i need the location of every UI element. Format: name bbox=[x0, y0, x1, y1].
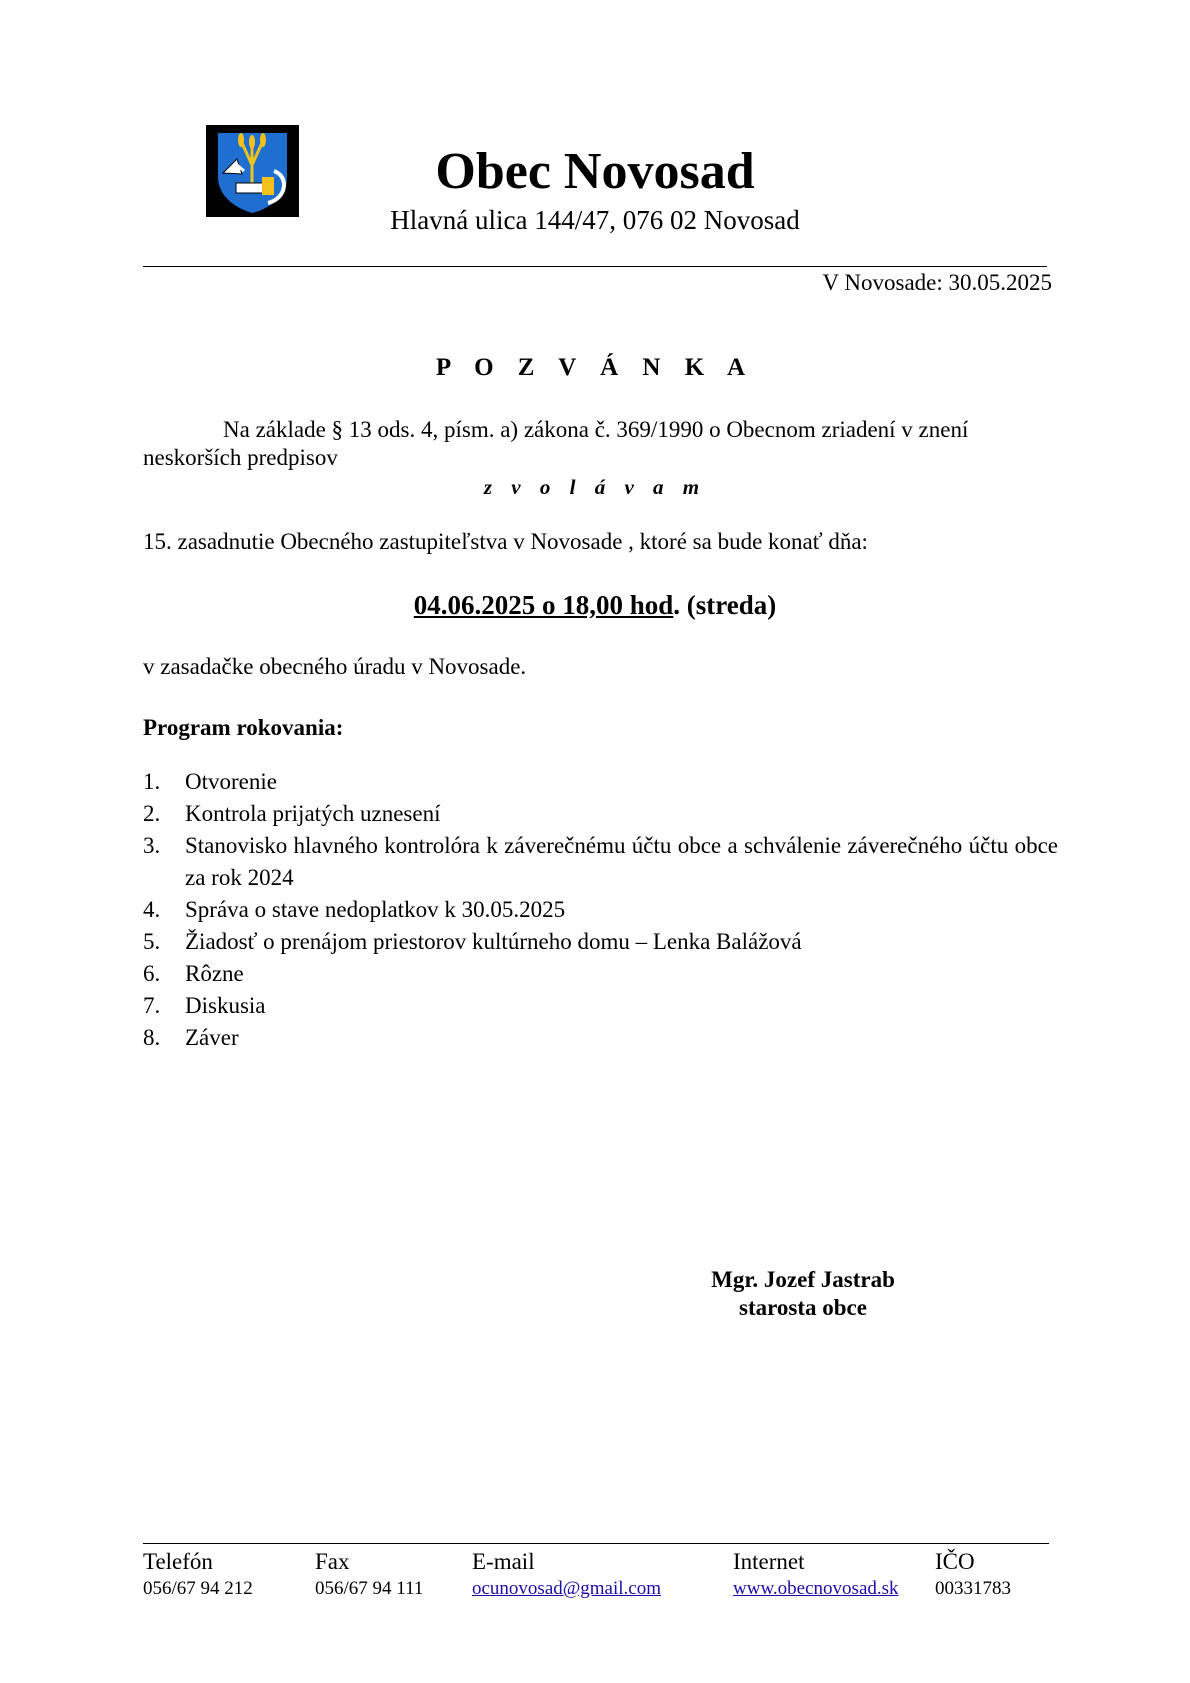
agenda-item-text: Záver bbox=[185, 1025, 239, 1050]
agenda-item bbox=[143, 926, 1058, 958]
footer-internet-label: Internet bbox=[733, 1549, 805, 1574]
agenda-item-text: Stanovisko hlavného kontrolóra k záverečnému účtu obce a schválenie záverečného účtu obce za rok 2024 bbox=[185, 833, 1058, 890]
signature-block bbox=[700, 1266, 906, 1322]
agenda-item-number: 3. bbox=[143, 833, 161, 858]
footer-fax-value: 056/67 94 111 bbox=[315, 1578, 424, 1599]
legal-basis-paragraph bbox=[143, 416, 1023, 472]
signer-role: starosta obce bbox=[739, 1295, 867, 1320]
footer-email-label: E-mail bbox=[472, 1549, 535, 1574]
footer-divider bbox=[143, 1543, 1049, 1544]
legal-basis-text: Na základe § 13 ods. 4, písm. a) zákona č. 369/1990 o Obecnom zriadení v znení neskorších predpisov bbox=[143, 417, 969, 470]
footer-fax-label: Fax bbox=[315, 1549, 350, 1574]
footer-phone bbox=[143, 1547, 253, 1601]
municipality-address: Hlavná ulica 144/47, 076 02 Novosad bbox=[390, 205, 800, 235]
convene-word: z v o l á v a m bbox=[483, 475, 707, 499]
session-statement: 15. zasadnutie Obecného zastupiteľstva v Novosade , ktoré sa bude konať dňa: bbox=[143, 529, 868, 554]
meeting-weekday: . (streda) bbox=[673, 590, 777, 620]
header-divider bbox=[143, 266, 1047, 267]
agenda-item-number: 4. bbox=[143, 897, 161, 922]
agenda-item-text: Správa o stave nedoplatkov k 30.05.2025 bbox=[185, 897, 566, 922]
agenda-item bbox=[143, 830, 1058, 894]
agenda-item-text: Diskusia bbox=[185, 993, 266, 1018]
footer-ico bbox=[935, 1547, 1011, 1601]
letter-date: V Novosade: 30.05.2025 bbox=[822, 270, 1052, 295]
agenda-item bbox=[143, 958, 1058, 990]
agenda-item bbox=[143, 894, 1058, 926]
meeting-datetime bbox=[0, 588, 1190, 622]
footer-website-link[interactable]: www.obecnovosad.sk bbox=[733, 1578, 899, 1599]
agenda-item bbox=[143, 766, 1058, 798]
footer-email bbox=[472, 1547, 661, 1601]
agenda-item bbox=[143, 990, 1058, 1022]
agenda-item-number: 8. bbox=[143, 1025, 161, 1050]
agenda-item bbox=[143, 1022, 1058, 1054]
municipality-title: Obec Novosad bbox=[435, 143, 755, 200]
meeting-place: v zasadačke obecného úradu v Novosade. bbox=[143, 654, 527, 679]
agenda-item-text: Žiadosť o prenájom priestorov kultúrneho domu – Lenka Balážová bbox=[185, 929, 802, 954]
footer-fax bbox=[315, 1547, 423, 1601]
program-title: Program rokovania: bbox=[143, 715, 344, 740]
footer-ico-value: 00331783 bbox=[935, 1578, 1011, 1599]
footer-email-link[interactable]: ocunovosad@gmail.com bbox=[472, 1578, 661, 1599]
agenda-item-text: Otvorenie bbox=[185, 769, 277, 794]
agenda-item-number: 2. bbox=[143, 801, 161, 826]
agenda-item-number: 7. bbox=[143, 993, 161, 1018]
footer-ico-label: IČO bbox=[935, 1549, 975, 1574]
agenda-list bbox=[143, 766, 1058, 1054]
agenda-item-number: 6. bbox=[143, 961, 161, 986]
meeting-datetime-underlined: 04.06.2025 o 18,00 hod bbox=[413, 590, 674, 620]
agenda-item-text: Kontrola prijatých uznesení bbox=[185, 801, 441, 826]
agenda-item bbox=[143, 798, 1058, 830]
signer-name: Mgr. Jozef Jastrab bbox=[711, 1267, 895, 1292]
agenda-item-text: Rôzne bbox=[185, 961, 244, 986]
footer-internet bbox=[733, 1547, 899, 1601]
invitation-heading: P O Z V Á N K A bbox=[435, 354, 755, 381]
footer-phone-value: 056/67 94 212 bbox=[143, 1578, 253, 1599]
agenda-item-number: 5. bbox=[143, 929, 161, 954]
footer-phone-label: Telefón bbox=[143, 1549, 213, 1574]
agenda-item-number: 1. bbox=[143, 769, 161, 794]
